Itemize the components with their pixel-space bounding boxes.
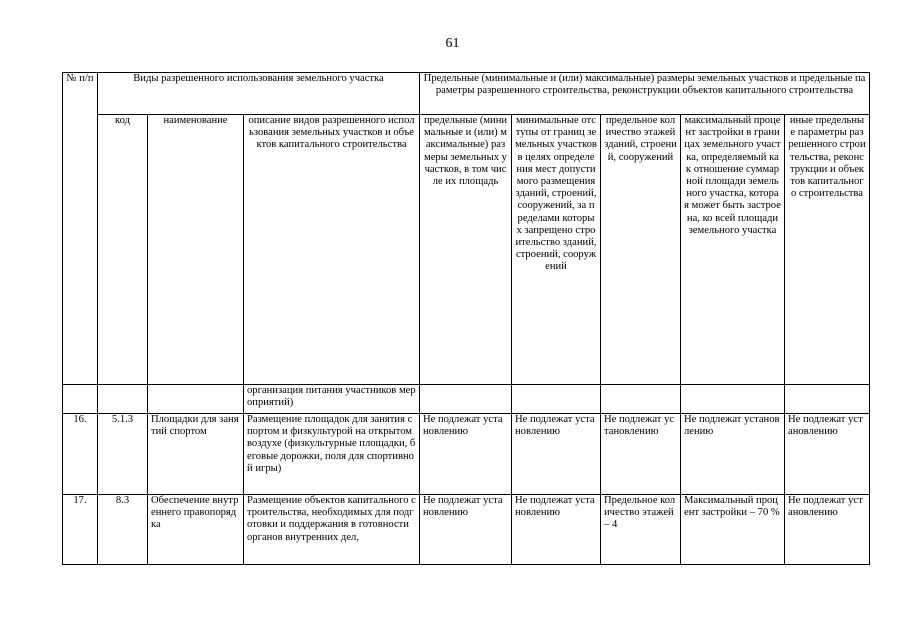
row-setbacks: Не подлежат установлению [512,495,601,565]
row-name [148,385,244,414]
header-floors: предельное количество этажей зданий, строений, сооружений [601,115,681,385]
row-description: Размещение площадок для занятия спортом и физкультурой на открытом воздухе (физкультурные площадки, беговые дорожки, поля для спортивной игры) [244,414,420,495]
table-row [63,414,870,495]
row-plot-size: Не подлежат установлению [420,414,512,495]
row-other [785,385,870,414]
land-use-table [62,72,870,565]
header-plot-size: предельные (минимальные и (или) максимальные) размеры земельных участков, в том числе их площадь [420,115,512,385]
row-other: Не подлежат установлению [785,495,870,565]
row-setbacks: Не подлежат установлению [512,414,601,495]
row-plot-size [420,385,512,414]
row-other: Не подлежат установлению [785,414,870,495]
page-number: 61 [445,36,460,51]
row-num: 16. [63,414,98,495]
header-code: код [98,115,148,385]
row-name: Обеспечение внутреннего правопорядка [148,495,244,565]
row-coverage: Максимальный процент застройки – 70 % [681,495,785,565]
row-num [63,385,98,414]
row-floors [601,385,681,414]
row-floors: Предельное количество этажей – 4 [601,495,681,565]
header-row-group [63,73,870,115]
table-row [63,495,870,565]
row-code [98,385,148,414]
header-row-columns [63,115,870,385]
table-row [63,385,870,414]
header-limits-group: Предельные (минимальные и (или) максимальные) размеры земельных участков и предельные параметры разрешенного строительства, реконструкции объектов капитального строительства [420,73,870,115]
row-code: 5.1.3 [98,414,148,495]
row-num: 17. [63,495,98,565]
header-name: наименование [148,115,244,385]
header-uses-group: Виды разрешенного использования земельного участка [98,73,420,115]
row-coverage: Не подлежат установлению [681,414,785,495]
row-setbacks [512,385,601,414]
row-coverage [681,385,785,414]
row-code: 8.3 [98,495,148,565]
row-description: организация питания участников мероприятий) [244,385,420,414]
row-description: Размещение объектов капитального строительства, необходимых для подготовки и поддержания в готовности органов внутренних дел, [244,495,420,565]
header-coverage: максимальный процент застройки в границах земельного участка, определяемый как отношение суммарной площади земельного участка, которая может быть застроена, ко всей площади земельного участка [681,115,785,385]
header-other: иные предельные параметры разрешенного строительства, реконструкции и объектов капитального строительства [785,115,870,385]
row-floors: Не подлежат установлению [601,414,681,495]
row-name: Площадки для занятий спортом [148,414,244,495]
header-description: описание видов разрешенного использования земельных участков и объектов капитального строительства [244,115,420,385]
header-setbacks: минимальные отступы от границ земельных участков в целях определения мест допустимого размещения зданий, строений, сооружений, за пределами которых запрещено строительство зданий, строений, сооружений [512,115,601,385]
row-plot-size: Не подлежат установлению [420,495,512,565]
header-num: № п/п [63,73,98,385]
